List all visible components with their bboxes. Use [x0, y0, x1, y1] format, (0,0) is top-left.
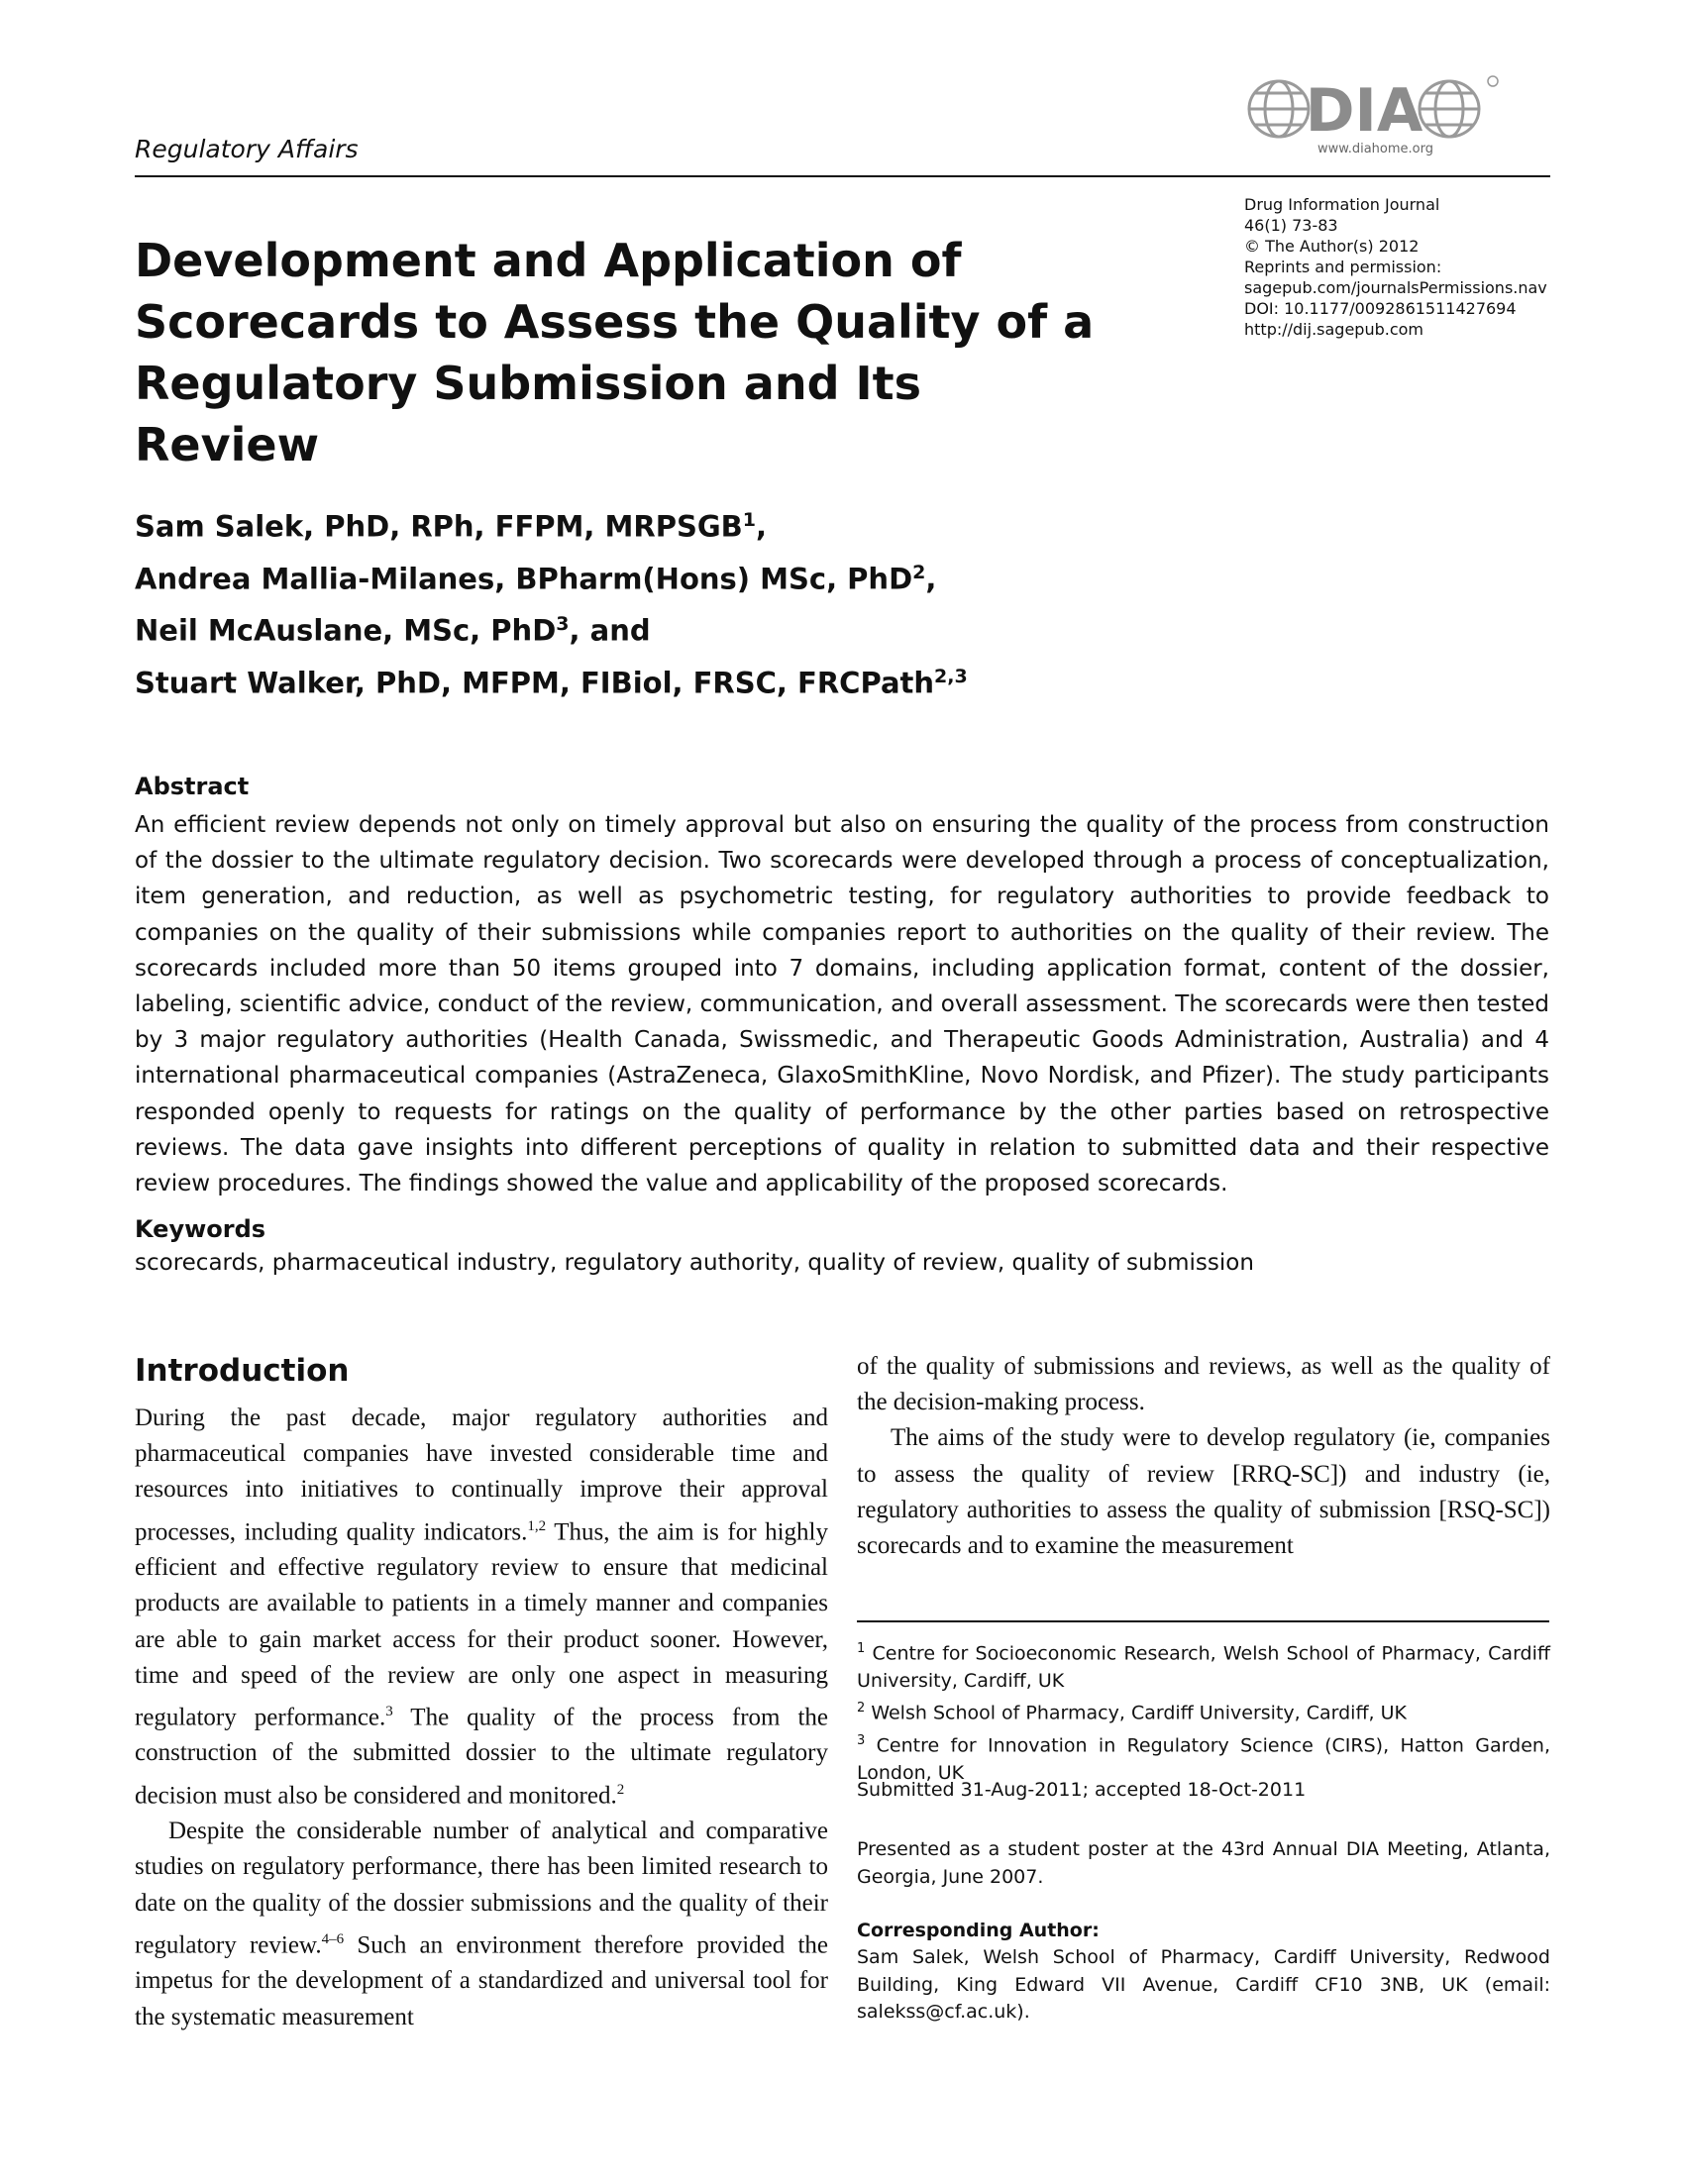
body-paragraph: Despite the considerable number of analytical and comparative studies on regulatory performance, there has been limited research to date on the quality of the dossier submissions and the quality of their regulatory review.$^{4-6}$ Such an environment therefore provided the impetus for the development of a standardized and universal tool for the systematic measurement	[135, 1818, 828, 2030]
affiliation: $^2$ Welsh School of Pharmacy, Cardiff University, Cardiff, UK	[857, 1701, 1407, 1724]
journal-permissions-url: sagepub.com/journalsPermissions.nav	[1244, 278, 1547, 297]
corresponding-author-heading: Corresponding Author:	[857, 1920, 1100, 1941]
body-column-right	[857, 1349, 1550, 1564]
logo-url: www.diahome.org	[1317, 142, 1433, 156]
author-list	[135, 497, 968, 706]
journal-doi: DOI: 10.1177/0092861511427694	[1244, 299, 1517, 318]
journal-info	[1244, 194, 1547, 340]
affiliation: $^3$ Centre for Innovation in Regulatory Science (CIRS), Hatton Garden, London, UK	[857, 1733, 1550, 1784]
abstract-text: An efficient review depends not only on timely approval but also on ensuring the quality of the process from construction of the dossier to the ultimate regulatory decision. Two scorecards were developed through a process of conceptualization, item generation, and reduction, as well as psychometric testing, for regulatory authorities to provide feedback to companies on the quality of their submissions while companies report to authorities on the quality of their review. The scorecards included more than 50 items grouped into 7 domains, including application format, content of the dossier, labeling, scientific advice, conduct of the review, communication, and overall assessment. The scorecards were then tested by 3 major regulatory authorities (Health Canada, Swissmedic, and Therapeutic Goods Administration, Australia) and 4 international pharmaceutical companies (AstraZeneca, GlaxoSmithKline, Novo Nordisk, and Pfizer). The study participants responded openly to requests for ratings on the quality of performance by the other parties based on retrospective reviews. The data gave insights into different perceptions of quality in relation to submitted data and their respective review procedures. The findings showed the value and applicability of the proposed scorecards.	[135, 812, 1549, 1197]
article-title: Development and Application of Scorecards to Assess the Quality of a Regulatory Submission and Its Review	[135, 234, 1095, 471]
author-line: Andrea Mallia-Milanes, BPharm(Hons) MSc, PhD$^2$,	[135, 561, 937, 596]
journal-url: http://dij.sagepub.com	[1244, 320, 1423, 339]
author-line: Sam Salek, PhD, RPh, FFPM, MRPSGB$^1$,	[135, 509, 768, 544]
journal-volume: 46(1) 73-83	[1244, 216, 1338, 235]
journal-name: Drug Information Journal	[1244, 195, 1440, 214]
keywords-text: scorecards, pharmaceutical industry, regulatory authority, quality of review, quality of submission	[135, 1250, 1254, 1276]
footnote-rule	[857, 1620, 1549, 1622]
header-rule	[135, 175, 1550, 177]
introduction-heading: Introduction	[135, 1353, 350, 1389]
presentation-note: Presented as a student poster at the 43rd Annual DIA Meeting, Atlanta, Georgia, June 2007.	[857, 1838, 1550, 1888]
keywords-heading: Keywords	[135, 1215, 266, 1243]
submission-dates: Submitted 31-Aug-2011; accepted 18-Oct-2011	[857, 1779, 1307, 1801]
author-line: Stuart Walker, PhD, MFPM, FIBiol, FRSC, FRCPath$^{2,3}$	[135, 665, 968, 700]
author-line: Neil McAuslane, MSc, PhD$^3$, and	[135, 613, 651, 648]
body-paragraph: of the quality of submissions and reviews, as well as the quality of the decision-making process.	[857, 1353, 1550, 1416]
body-paragraph: The aims of the study were to develop regulatory (ie, companies to assess the quality of review [RRQ-SC]) and industry (ie, regulatory authorities to assess the quality of submission [RSQ-SC]) scorecards and to examine the measurement	[857, 1424, 1550, 1560]
section-label: Regulatory Affairs	[135, 135, 359, 163]
journal-reprints: Reprints and permission:	[1244, 258, 1442, 276]
journal-copyright: © The Author(s) 2012	[1244, 237, 1420, 256]
body-column-left	[135, 1401, 828, 2035]
corresponding-author-details: Sam Salek, Welsh School of Pharmacy, Cardiff University, Redwood Building, King Edward VII Avenue, Cardiff CF10 3NB, UK (email: salekss@cf.ac.uk).	[857, 1946, 1550, 2023]
body-paragraph: During the past decade, major regulatory authorities and pharmaceutical companies have invested considerable time and resources into initiatives to continually improve their approval processes, including quality indicators.$^{1,2}$ Thus, the aim is for highly efficient and effective regulatory review to ensure that medicinal products are available to patients in a timely manner and companies are able to gain market access for their product sooner. However, time and speed of the review are only one aspect in measuring regulatory performance.$^3$ The quality of the process from the construction of the submitted dossier to the ultimate regulatory decision must also be considered and monitored.$^2$	[135, 1404, 828, 1810]
abstract-heading: Abstract	[135, 773, 250, 800]
logo-text: DIA	[1305, 76, 1423, 146]
affiliations	[857, 1635, 1550, 1787]
affiliation: $^1$ Centre for Socioeconomic Research, Welsh School of Pharmacy, Cardiff University, Cardiff, UK	[857, 1641, 1550, 1692]
